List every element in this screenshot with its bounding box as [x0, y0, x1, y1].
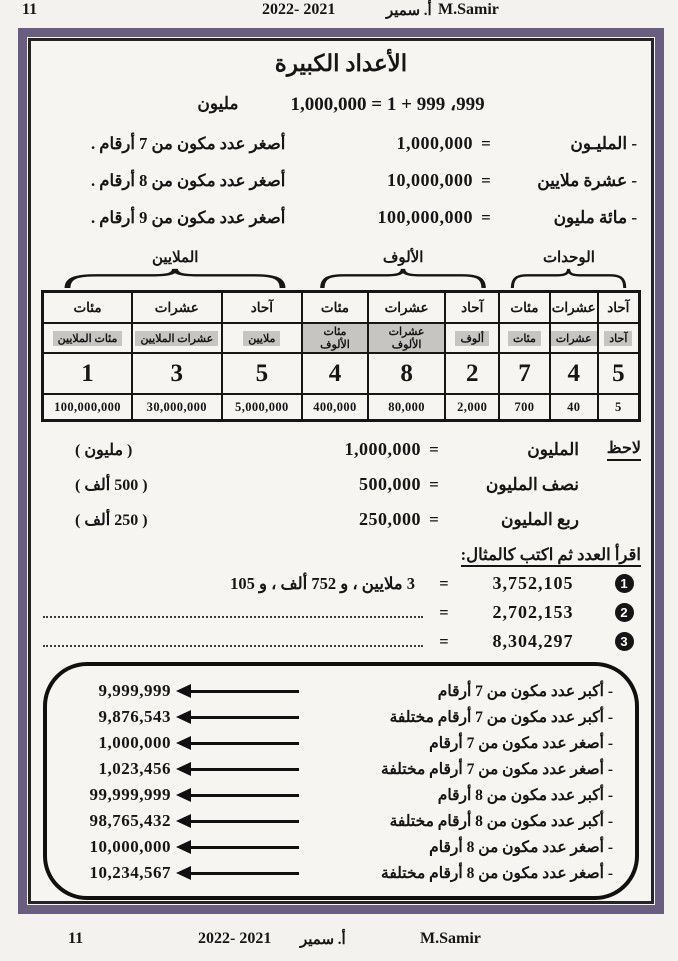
- place-value-subheader-row: [43, 323, 640, 353]
- definition-term: - مائة مليون: [553, 207, 637, 227]
- summary-label: - أكبر عدد مكون من 7 أرقام: [437, 682, 613, 700]
- note-parenthetical: ( مليون ): [75, 441, 133, 459]
- value-cell: 5,000,000: [222, 394, 303, 421]
- note-section: [41, 432, 641, 537]
- subheader-cell: [132, 323, 222, 353]
- subheader-label: ألوف: [455, 331, 489, 346]
- summary-label: - أكبر عدد مكون من 8 أرقام مختلفة: [389, 812, 613, 830]
- digits-row: [43, 353, 640, 394]
- summary-value: 1,000,000: [98, 733, 171, 752]
- equals-sign: =: [481, 207, 491, 227]
- place-value-group-braces: [45, 242, 637, 288]
- definition-row-hundred-million: [41, 199, 641, 236]
- equals-sign: =: [439, 602, 449, 622]
- left-arrow-icon: [175, 820, 313, 823]
- exercise-heading: [41, 545, 641, 569]
- definition-note: أصغر عدد مكون من 7 أرقام .: [91, 133, 286, 153]
- exercise-number: 3,752,105: [492, 573, 574, 593]
- subheader-label: ملايين: [243, 331, 280, 346]
- equals-sign: =: [429, 474, 439, 494]
- place-value-table: [41, 290, 641, 422]
- left-arrow-icon: [175, 742, 313, 745]
- item-number-badge: 2: [615, 603, 634, 622]
- thousands-group-label: الألوف: [382, 250, 424, 266]
- left-arrow-icon: [175, 794, 313, 797]
- summary-value: 9,999,999: [98, 681, 171, 700]
- definitions-list: [41, 125, 641, 236]
- summary-value: 10,234,567: [89, 863, 171, 882]
- header-cell: [499, 292, 550, 324]
- value-cell: 80,000: [368, 394, 446, 421]
- header-label: عشرات: [154, 299, 199, 315]
- digit-cell: 3: [132, 353, 222, 394]
- answer-blank-line: [43, 633, 423, 647]
- left-arrow-icon: [175, 846, 313, 849]
- exercise-row-1: [41, 569, 641, 598]
- subheader-cell: [222, 323, 303, 353]
- note-value: 1,000,000: [344, 439, 421, 459]
- summary-row: [69, 860, 613, 886]
- summary-label: - أصغر عدد مكون من 7 أرقام مختلفة: [381, 760, 613, 778]
- definition-value: 1,000,000: [396, 133, 473, 153]
- note-row-half-million: [41, 467, 641, 502]
- definition-note: أصغر عدد مكون من 8 أرقام .: [91, 170, 286, 190]
- equals-sign: =: [439, 631, 449, 651]
- header-cell: [132, 292, 222, 324]
- subheader-cell: [43, 323, 133, 353]
- teacher-name-arabic-bottom: أ. سمير: [300, 932, 346, 948]
- digit-cell: 1: [43, 353, 133, 394]
- subheader-cell: [368, 323, 446, 353]
- header-label: آحاد: [607, 299, 630, 315]
- summary-label: - أكبر عدد مكون من 7 أرقام مختلفة: [389, 708, 613, 726]
- digit-cell: 5: [222, 353, 303, 394]
- subheader-label: مئات الملايين: [53, 331, 123, 346]
- million-equation: 999، 999 + 1 = 1,000,000: [290, 93, 485, 115]
- subheader-cell: [550, 323, 598, 353]
- page-number-top: 11: [22, 1, 38, 18]
- units-group-label: الوحدات: [542, 250, 595, 266]
- value-cell: 5: [598, 394, 640, 421]
- digit-cell: 7: [499, 353, 550, 394]
- value-cell: 400,000: [302, 394, 368, 421]
- definition-term: - عشرة ملايين: [537, 170, 637, 190]
- summary-value: 98,765,432: [89, 811, 171, 830]
- header-label: عشرات: [384, 299, 429, 315]
- worksheet-inner-frame: [28, 38, 654, 904]
- equals-sign: =: [481, 170, 491, 190]
- header-label: آحاد: [461, 299, 484, 315]
- subheader-cell: [445, 323, 499, 353]
- header-cell: [550, 292, 598, 324]
- summary-row: [69, 704, 613, 730]
- note-heading: لاحظ: [607, 438, 641, 461]
- value-cell: 700: [499, 394, 550, 421]
- header-label: آحاد: [250, 299, 273, 315]
- header-label: مئات: [320, 299, 350, 315]
- item-number-badge: 1: [615, 574, 634, 593]
- million-label: مليون: [197, 94, 239, 113]
- item-number-badge: 3: [615, 632, 634, 651]
- worksheet-frame: [18, 28, 664, 914]
- summary-label: - أصغر عدد مكون من 8 أرقام مختلفة: [381, 864, 613, 882]
- value-cell: 100,000,000: [43, 394, 133, 421]
- summary-row: [69, 782, 613, 808]
- overbrace-icon: [319, 268, 487, 288]
- summary-label: - أصغر عدد مكون من 7 أرقام: [429, 734, 613, 752]
- note-term: نصف المليون: [485, 474, 579, 494]
- left-arrow-icon: [175, 768, 313, 771]
- definition-row-ten-million: [41, 162, 641, 199]
- note-row-million: [41, 432, 641, 467]
- header-label: مئات: [510, 299, 539, 315]
- note-value: 250,000: [359, 509, 421, 529]
- summary-row: [69, 834, 613, 860]
- summary-value: 1,023,456: [98, 759, 171, 778]
- definition-term: - المليـون: [570, 133, 637, 153]
- header-cell: [222, 292, 303, 324]
- definition-note: أصغر عدد مكون من 9 أرقام .: [91, 207, 286, 227]
- header-cell: [368, 292, 446, 324]
- teacher-name-english-bottom: M.Samir: [420, 930, 481, 947]
- answer-blank-line: [43, 604, 423, 618]
- subheader-cell: [499, 323, 550, 353]
- summary-row: [69, 808, 613, 834]
- summary-label: - أصغر عدد مكون من 8 أرقام: [429, 838, 613, 856]
- page-footer: [0, 930, 678, 954]
- left-arrow-icon: [175, 690, 313, 693]
- digit-cell: 8: [368, 353, 446, 394]
- exercise-number: 2,702,153: [492, 602, 574, 622]
- teacher-name-arabic-top: أ. سمير: [386, 3, 432, 19]
- left-arrow-icon: [175, 716, 313, 719]
- subheader-cell: [302, 323, 368, 353]
- equals-sign: =: [429, 439, 439, 459]
- units-group: [501, 242, 637, 288]
- page-number-bottom: 11: [68, 930, 84, 947]
- summary-value: 9,876,543: [98, 707, 171, 726]
- subheader-cell: [598, 323, 640, 353]
- subheader-label: عشرات الألوف: [369, 324, 445, 352]
- note-parenthetical: ( 250 ألف ): [75, 511, 148, 529]
- equals-sign: =: [439, 573, 449, 593]
- million-intro-line: [41, 91, 641, 117]
- page-title: الأعداد الكبيرة: [274, 51, 408, 76]
- summary-row: [69, 730, 613, 756]
- definition-value: 100,000,000: [377, 207, 473, 227]
- subheader-label: آحاد: [604, 331, 632, 346]
- note-row-quarter-million: [41, 502, 641, 537]
- millions-group-label: الملايين: [151, 250, 199, 266]
- header-label: عشرات: [551, 299, 596, 315]
- summary-value: 10,000,000: [89, 837, 171, 856]
- note-term: المليون: [527, 439, 579, 459]
- value-cell: 30,000,000: [132, 394, 222, 421]
- value-cell: 2,000: [445, 394, 499, 421]
- summary-value: 99,999,999: [89, 785, 171, 804]
- left-arrow-icon: [175, 872, 313, 875]
- exercise-row-2: [41, 598, 641, 627]
- equals-sign: =: [481, 133, 491, 153]
- exercise-heading-text: اقرأ العدد ثم اكتب كالمثال:: [461, 545, 641, 567]
- digit-cell: 4: [550, 353, 598, 394]
- page-header: [0, 1, 678, 25]
- digit-cell: 2: [445, 353, 499, 394]
- thousands-group: [305, 242, 500, 288]
- value-cell: 40: [550, 394, 598, 421]
- summary-row: [69, 678, 613, 704]
- subheader-label: عشرات: [551, 331, 597, 346]
- header-label: مئات: [73, 299, 102, 315]
- summary-box: [43, 662, 639, 900]
- note-value: 500,000: [359, 474, 421, 494]
- exercise-row-3: [41, 627, 641, 656]
- overbrace-icon: [63, 268, 287, 288]
- digit-cell: 4: [302, 353, 368, 394]
- definition-value: 10,000,000: [387, 170, 473, 190]
- place-value-header-row: [43, 292, 640, 324]
- note-parenthetical: ( 500 ألف ): [75, 476, 148, 494]
- millions-group: [45, 242, 305, 288]
- exercise-answer: 3 ملايين ، و 752 ألف ، و 105: [230, 573, 415, 593]
- header-cell: [43, 292, 133, 324]
- exercise-number: 8,304,297: [492, 631, 574, 651]
- school-year-top: 2022- 2021: [262, 1, 336, 18]
- subheader-label: عشرات الملايين: [135, 331, 218, 346]
- subheader-label: مئات: [508, 331, 541, 346]
- teacher-name-english-top: M.Samir: [438, 1, 499, 18]
- header-cell: [302, 292, 368, 324]
- digit-cell: 5: [598, 353, 640, 394]
- note-term: ربع المليون: [501, 509, 579, 529]
- definition-row-million: [41, 125, 641, 162]
- exercise-list: [41, 569, 641, 656]
- summary-row: [69, 756, 613, 782]
- header-cell: [598, 292, 640, 324]
- overbrace-icon: [510, 268, 627, 288]
- school-year-bottom: 2022- 2021: [198, 930, 272, 947]
- header-cell: [445, 292, 499, 324]
- equals-sign: =: [429, 509, 439, 529]
- values-row: [43, 394, 640, 421]
- subheader-label: مئات الألوف: [303, 324, 367, 352]
- summary-label: - أكبر عدد مكون من 8 أرقام: [437, 786, 613, 804]
